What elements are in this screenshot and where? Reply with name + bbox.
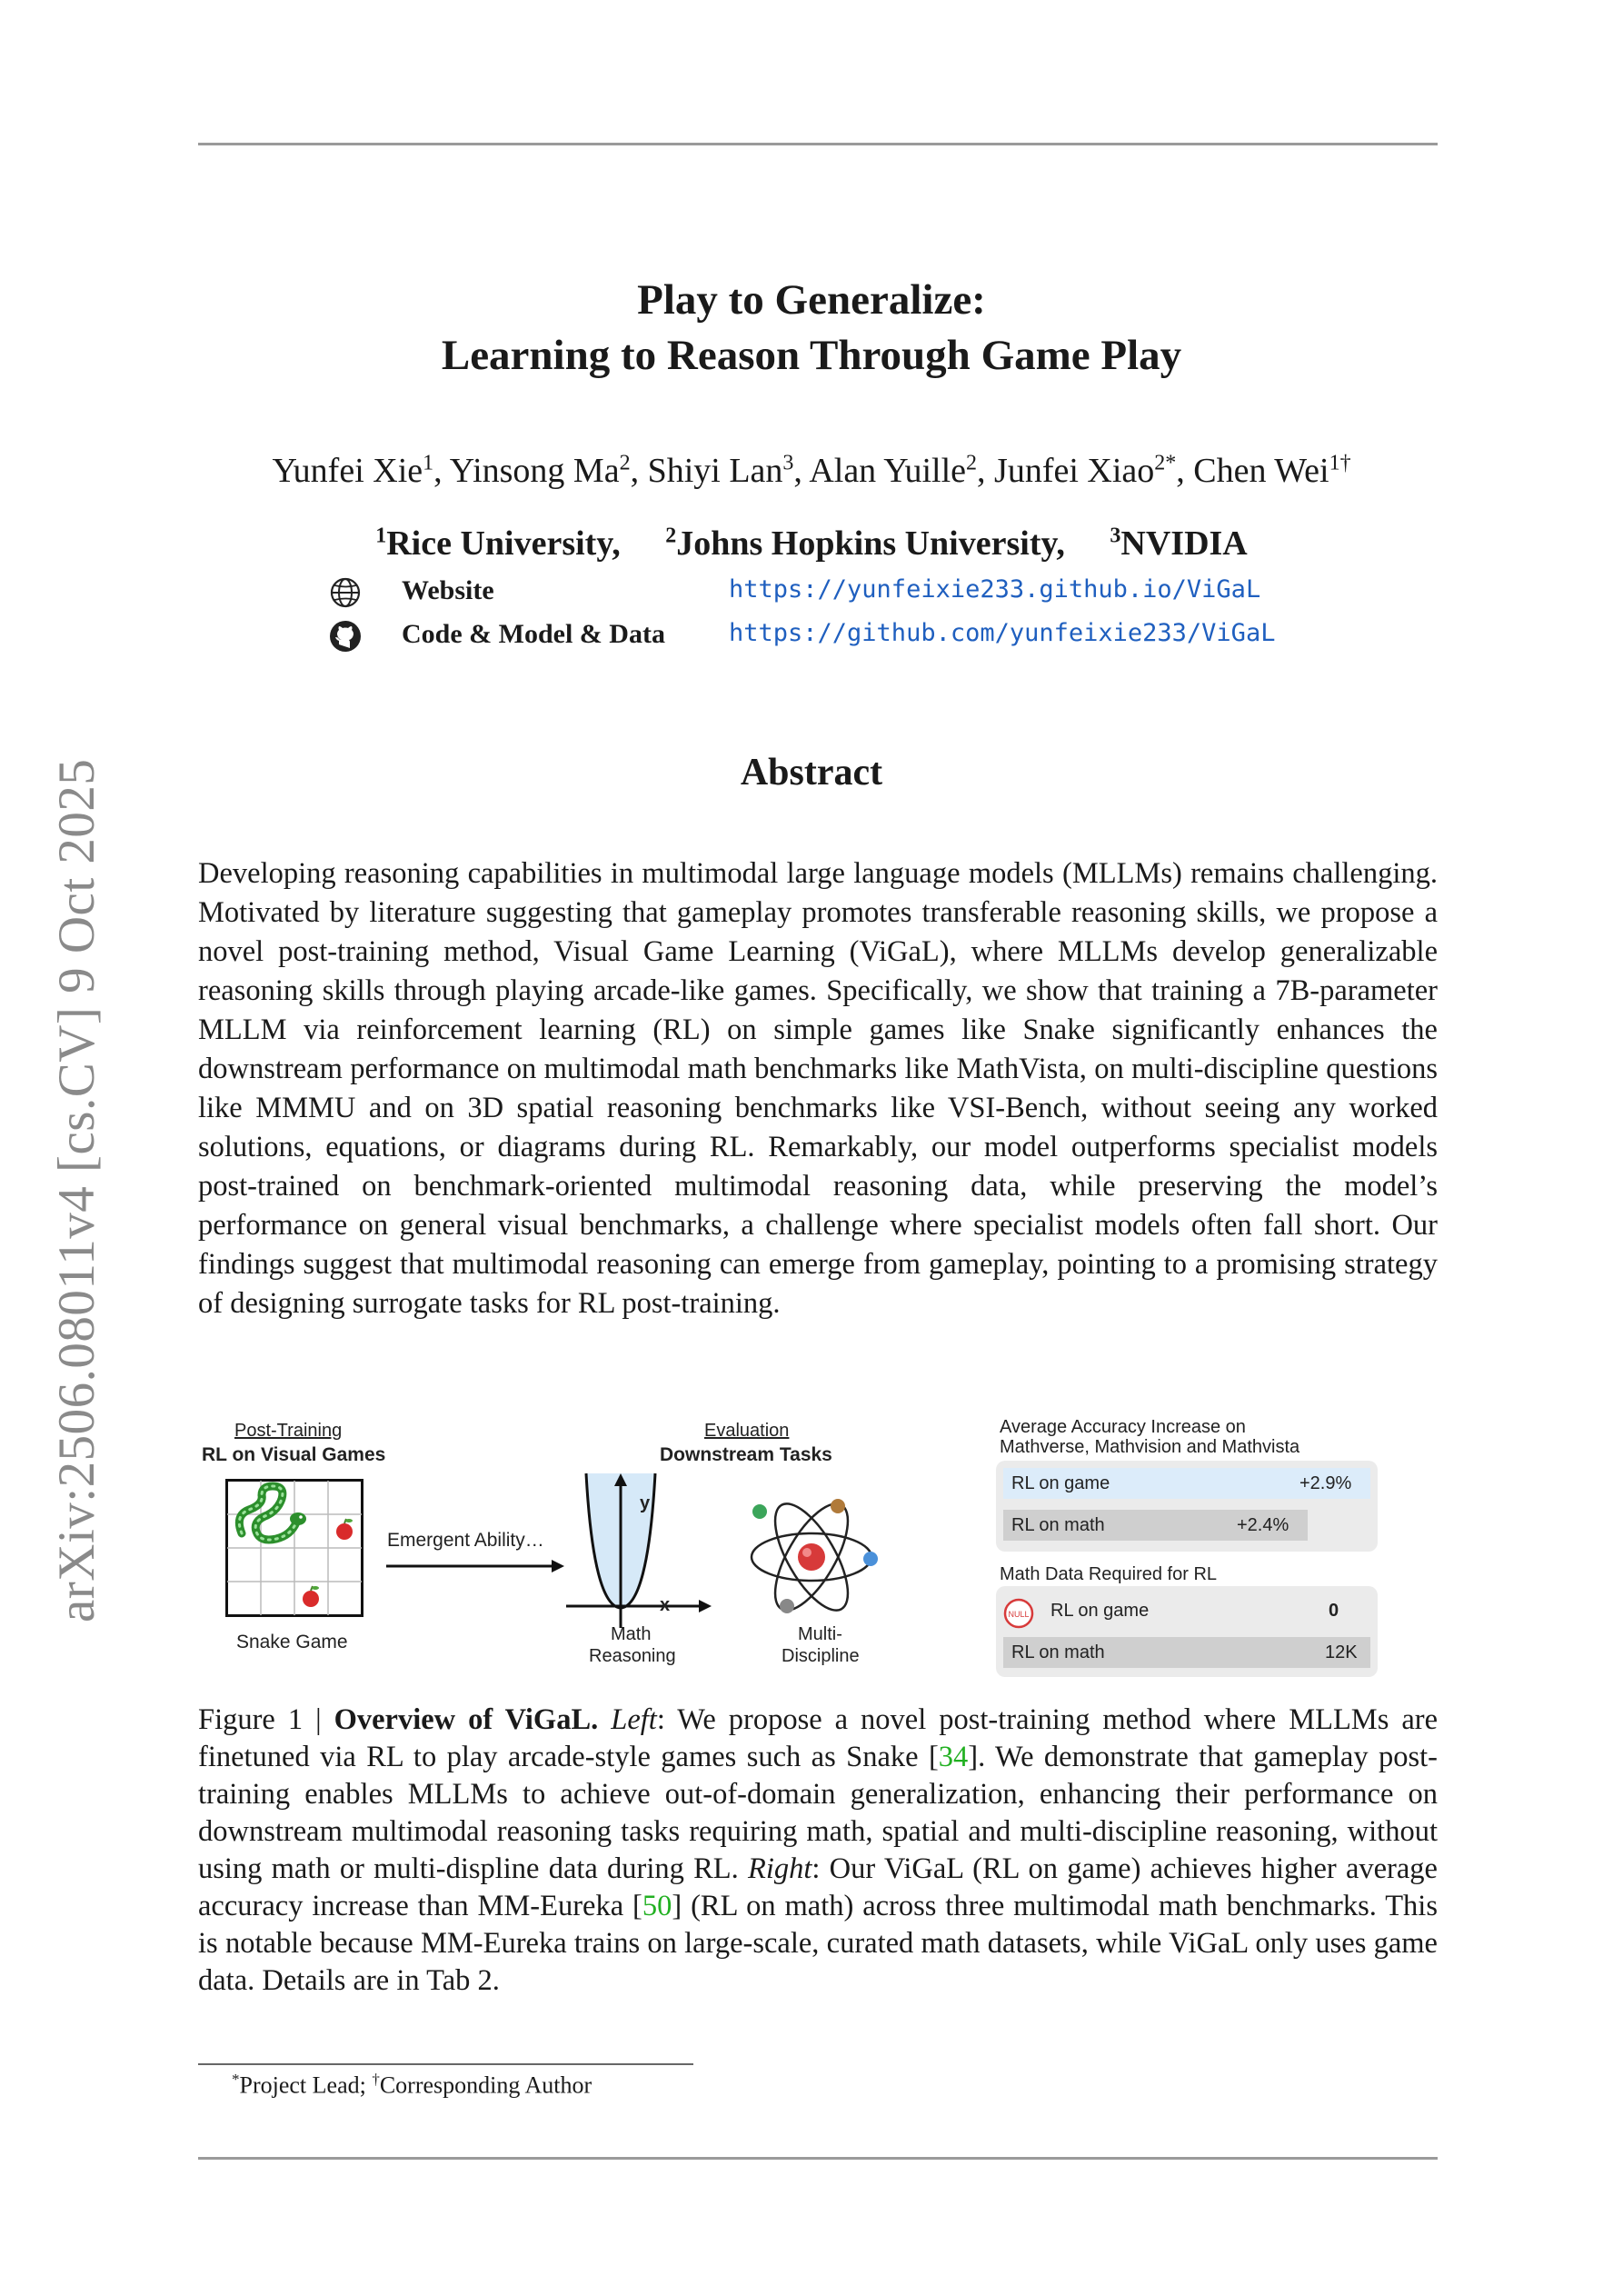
code-label: Code & Model & Data [402, 619, 665, 649]
data-row-math-label: RL on math [1011, 1642, 1105, 1662]
author-name: Junfei Xiao [994, 452, 1155, 490]
author-name: Yinsong Ma [449, 452, 620, 490]
evaluation-label: Evaluation [704, 1421, 790, 1441]
affiliation: NVIDIA [1120, 524, 1248, 563]
author-name: Yunfei Xie [272, 452, 423, 490]
author-name: Chen Wei [1193, 452, 1329, 490]
affiliations: $^1$Rice University, $^2$Johns Hopkins University, $^3$NVIDIA [375, 524, 1248, 563]
multi-discipline-label-2: Discipline [782, 1646, 860, 1666]
atom-icon [743, 1493, 880, 1621]
abstract-text: Developing reasoning capabilities in multimodal large language models (MLLMs) remains challenging. Motivated by literature suggesting that gameplay promotes transferable reasoning skills, we propose a novel post-training method, Visual Game Learning (ViGaL), where MLLMs develop generalizable reasoning skills through playing arcade-like games. Specifically, we show that training a 7B-parameter MLLM via reinforcement learning (RL) on simple games like Snake significantly enhances the downstream performance on multimodal math benchmarks like MathVista, on multi-discipline questions like MMMU and on 3D spatial reasoning benchmarks like VSI-Bench, without seeing any worked solutions, equations, or diagrams during RL. Remarkably, our model outperforms specialist models post-trained on benchmark-oriented multimodal reasoning data, while preserving the model’s performance on general visual benchmarks, a challenge where specialist models often fall short. Our findings suggest that multimodal reasoning can emerge from gameplay, pointing to a promising strategy of designing surrogate tasks for RL post-training. [198, 857, 1438, 1320]
accuracy-bar-value: +2.4% [1237, 1515, 1289, 1535]
accuracy-title-line2: Mathverse, Mathvision and Mathvista [1000, 1437, 1300, 1457]
paper-title-line1: Play to Generalize: [637, 276, 986, 324]
github-icon [329, 620, 362, 653]
accuracy-title-line1: Average Accuracy Increase on [1000, 1417, 1246, 1437]
emergent-ability-label: Emergent Ability… [387, 1530, 544, 1551]
citation-link[interactable]: 50 [642, 1890, 672, 1922]
null-badge-icon [1002, 1597, 1035, 1630]
caption-bold: Overview of ViGaL. [334, 1703, 599, 1736]
snake-game-grid [225, 1479, 363, 1617]
accuracy-bar-label: RL on math [1011, 1515, 1105, 1535]
arxiv-sidebar-stamp: arXiv:2506.08011v4 [cs.CV] 9 Oct 2025 [48, 758, 105, 1622]
post-training-sub: RL on Visual Games [202, 1444, 386, 1465]
abstract-heading: Abstract [740, 752, 883, 794]
evaluation-sub: Downstream Tasks [660, 1444, 832, 1465]
affiliation: Rice University, [386, 524, 621, 563]
author-name: Alan Yuille [809, 452, 967, 490]
post-training-label: Post-Training [234, 1421, 343, 1441]
bottom-rule [198, 2157, 1438, 2160]
footnote: *Project Lead; †Corresponding Author [232, 2071, 592, 2099]
accuracy-bar-label: RL on game [1011, 1473, 1110, 1493]
paper-title-line2: Learning to Reason Through Game Play [441, 332, 1182, 379]
svg-text:NULL: NULL [1008, 1610, 1030, 1619]
figure-caption: Figure 1 | Overview of ViGaL. Left: We propose a novel post-training method where MLLMs are finetuned via RL to play arcade-style games such as Snake [34]. We demonstrate that gameplay post-training enables MLLMs to achieve out-of-domain generalization, enhancing their performance on downstream multimodal reasoning tasks requiring math, spatial and multi-discipline reasoning, without using math or multi-displine data during RL. Right: Our ViGaL (RL on game) achieves higher average accuracy increase than MM-Eureka [50] (RL on math) across three multimodal math benchmarks. This is notable because MM-Eureka trains on large-scale, curated math datasets, while ViGaL only uses game data. Details are in Tab 2. [198, 1703, 1439, 1997]
multi-discipline-label-1: Multi- [798, 1624, 842, 1644]
footnote-rule [198, 2063, 693, 2065]
math-reasoning-label-1: Math [611, 1624, 652, 1644]
data-required-title: Math Data Required for RL [1000, 1564, 1218, 1584]
globe-icon [329, 576, 362, 609]
math-reasoning-label-2: Reasoning [589, 1646, 676, 1666]
citation-link[interactable]: 34 [938, 1741, 969, 1773]
author-name: Shiyi Lan [647, 452, 783, 490]
arrow-right-icon [384, 1557, 566, 1575]
affiliation: Johns Hopkins University, [676, 524, 1065, 563]
top-rule [198, 143, 1438, 145]
figure-1 [198, 1404, 1438, 1677]
code-link[interactable]: https://github.com/yunfeixie233/ViGaL [729, 619, 1276, 647]
accuracy-bar-value: +2.9% [1299, 1473, 1352, 1493]
data-row-math-value: 12K [1325, 1642, 1358, 1662]
y-axis-label: y [640, 1493, 651, 1513]
x-axis-label: x [660, 1595, 671, 1615]
data-row-game-label: RL on game [1050, 1601, 1150, 1621]
author-list: Yunfei Xie$^1$, Yinsong Ma$^2$, Shiyi Lan$^3$, Alan Yuille$^2$, Junfei Xiao$^{2*}$, Chen Wei$^{1\dagger}$ [272, 451, 1351, 490]
website-link[interactable]: https://yunfeixie233.github.io/ViGaL [729, 575, 1261, 604]
website-label: Website [402, 575, 494, 605]
snake-game-caption: Snake Game [236, 1632, 348, 1652]
data-row-game-value: 0 [1329, 1601, 1339, 1621]
